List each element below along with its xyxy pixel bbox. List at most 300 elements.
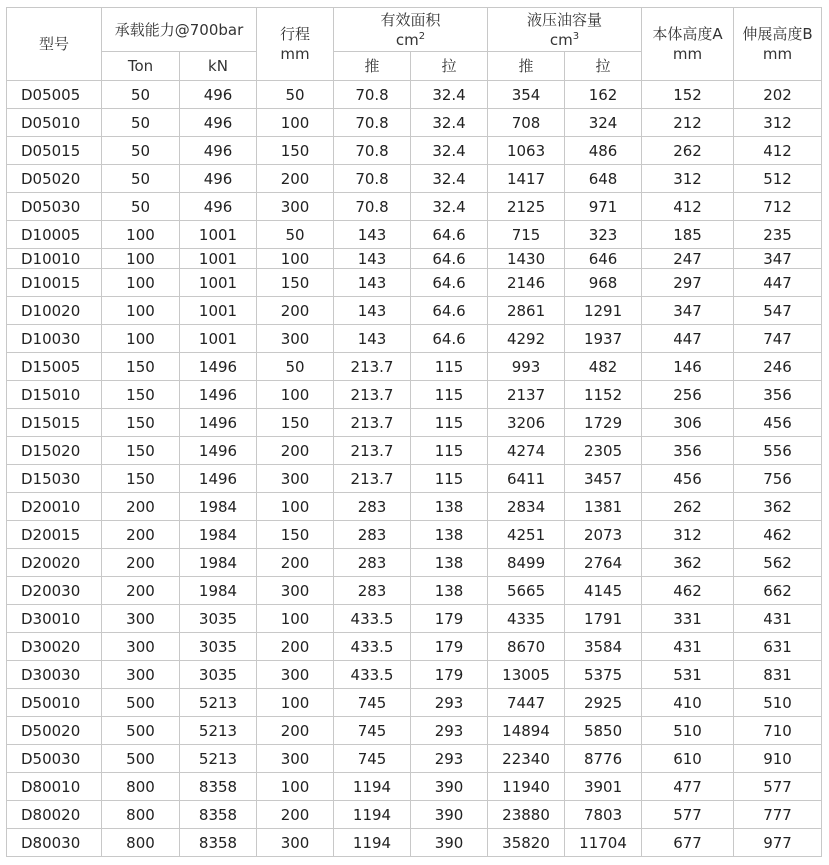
cell-area-pull: 179 [411,605,488,633]
cell-oil-pull: 482 [565,353,642,381]
cell-oil-pull: 2073 [565,521,642,549]
cell-ton: 200 [102,493,180,521]
cell-body-height: 262 [642,493,734,521]
header-capacity: 承载能力@700bar [102,8,257,52]
cell-area-push: 433.5 [334,633,411,661]
cell-body-height: 212 [642,109,734,137]
cell-oil-push: 354 [488,81,565,109]
cell-stroke: 100 [257,773,334,801]
cell-oil-pull: 2305 [565,437,642,465]
cell-ton: 300 [102,661,180,689]
cell-oil-push: 3206 [488,409,565,437]
cell-area-push: 433.5 [334,605,411,633]
cell-body-height: 677 [642,829,734,857]
table-row [7,409,822,437]
cell-model: D15020 [7,437,102,465]
cell-kn: 1496 [180,465,257,493]
cell-area-push: 143 [334,249,411,269]
cell-oil-push: 4292 [488,325,565,353]
cell-ton: 150 [102,353,180,381]
cell-ext-height: 312 [734,109,822,137]
cell-area-push: 1194 [334,773,411,801]
cell-kn: 5213 [180,717,257,745]
cell-oil-pull: 1291 [565,297,642,325]
cell-body-height: 610 [642,745,734,773]
table-row [7,633,822,661]
cell-body-height: 312 [642,165,734,193]
cell-ext-height: 547 [734,297,822,325]
cell-area-pull: 293 [411,717,488,745]
cell-kn: 1984 [180,577,257,605]
cell-model: D20020 [7,549,102,577]
cell-area-pull: 32.4 [411,165,488,193]
cell-model: D15015 [7,409,102,437]
table-row [7,493,822,521]
cell-oil-pull: 1729 [565,409,642,437]
header-pull: 拉 [411,52,488,81]
header-area [334,8,488,52]
cell-model: D20015 [7,521,102,549]
cell-area-push: 283 [334,549,411,577]
table-row [7,549,822,577]
cell-kn: 1984 [180,493,257,521]
cell-area-push: 70.8 [334,137,411,165]
cell-ton: 150 [102,381,180,409]
cell-area-pull: 293 [411,745,488,773]
cell-area-push: 745 [334,745,411,773]
header-stroke-unit: mm [280,45,310,63]
cell-ton: 200 [102,549,180,577]
cell-oil-pull: 3584 [565,633,642,661]
cell-stroke: 300 [257,325,334,353]
table-row [7,381,822,409]
cell-oil-pull: 968 [565,269,642,297]
cell-ext-height: 412 [734,137,822,165]
cell-model: D80030 [7,829,102,857]
cell-kn: 1984 [180,549,257,577]
cell-ton: 100 [102,249,180,269]
cell-oil-push: 2834 [488,493,565,521]
cell-oil-pull: 11704 [565,829,642,857]
cell-oil-push: 4251 [488,521,565,549]
cell-area-pull: 390 [411,801,488,829]
cell-stroke: 200 [257,437,334,465]
table-row [7,269,822,297]
cell-ext-height: 631 [734,633,822,661]
cell-kn: 8358 [180,773,257,801]
cell-ton: 100 [102,269,180,297]
cell-oil-pull: 1937 [565,325,642,353]
cell-area-pull: 293 [411,689,488,717]
cell-area-pull: 32.4 [411,109,488,137]
cell-oil-push: 708 [488,109,565,137]
cell-kn: 496 [180,109,257,137]
header-body-height-unit: mm [672,45,703,63]
cell-ton: 50 [102,165,180,193]
header-area-label: 有效面积 [380,10,441,29]
header-area-unit-exp: 2 [418,30,426,42]
cell-body-height: 577 [642,801,734,829]
table-body [7,81,822,857]
cell-stroke: 100 [257,689,334,717]
cell-model: D15005 [7,353,102,381]
cell-ton: 150 [102,409,180,437]
cell-kn: 1496 [180,437,257,465]
header-oil-unit-exp: 3 [572,30,580,42]
cell-ext-height: 235 [734,221,822,249]
cell-area-pull: 64.6 [411,249,488,269]
table-row [7,773,822,801]
cell-kn: 1001 [180,249,257,269]
cell-area-push: 745 [334,717,411,745]
cell-model: D10005 [7,221,102,249]
cell-kn: 496 [180,137,257,165]
cell-body-height: 347 [642,297,734,325]
cell-ext-height: 556 [734,437,822,465]
header-body-height [642,8,734,81]
cell-oil-pull: 324 [565,109,642,137]
cell-area-pull: 179 [411,633,488,661]
cell-body-height: 247 [642,249,734,269]
table-row [7,297,822,325]
cell-stroke: 300 [257,465,334,493]
cell-model: D30020 [7,633,102,661]
cell-ton: 100 [102,297,180,325]
table-row [7,689,822,717]
header-body-height-label: 本体高度A [652,25,723,43]
cell-model: D05030 [7,193,102,221]
spec-table [6,7,822,857]
cell-ton: 200 [102,577,180,605]
cell-kn: 8358 [180,829,257,857]
cell-ext-height: 910 [734,745,822,773]
cell-kn: 496 [180,81,257,109]
cell-stroke: 150 [257,137,334,165]
cell-area-push: 213.7 [334,353,411,381]
table-row [7,717,822,745]
cell-stroke: 150 [257,521,334,549]
cell-body-height: 362 [642,549,734,577]
header-pull-oil: 拉 [565,52,642,81]
header-stroke [257,8,334,81]
table-row [7,325,822,353]
cell-stroke: 300 [257,577,334,605]
cell-area-pull: 115 [411,353,488,381]
cell-ton: 800 [102,801,180,829]
cell-oil-push: 2861 [488,297,565,325]
cell-stroke: 300 [257,745,334,773]
cell-area-push: 1194 [334,829,411,857]
cell-model: D10010 [7,249,102,269]
cell-stroke: 100 [257,249,334,269]
cell-kn: 496 [180,193,257,221]
cell-area-pull: 115 [411,409,488,437]
cell-body-height: 297 [642,269,734,297]
cell-ext-height: 510 [734,689,822,717]
cell-body-height: 356 [642,437,734,465]
cell-oil-push: 5665 [488,577,565,605]
cell-model: D20010 [7,493,102,521]
cell-oil-pull: 5375 [565,661,642,689]
cell-ext-height: 456 [734,409,822,437]
cell-area-pull: 115 [411,381,488,409]
cell-oil-pull: 4145 [565,577,642,605]
cell-kn: 1001 [180,221,257,249]
header-area-unit [334,30,487,50]
cell-body-height: 256 [642,381,734,409]
header-oil-unit-base: cm [549,30,573,49]
cell-stroke: 100 [257,109,334,137]
cell-body-height: 410 [642,689,734,717]
cell-area-push: 143 [334,325,411,353]
cell-kn: 5213 [180,745,257,773]
cell-stroke: 50 [257,221,334,249]
header-kn: kN [180,52,257,81]
cell-oil-push: 14894 [488,717,565,745]
cell-area-push: 143 [334,221,411,249]
cell-oil-push: 1430 [488,249,565,269]
cell-ton: 800 [102,829,180,857]
cell-area-push: 283 [334,577,411,605]
table-row [7,829,822,857]
cell-oil-push: 6411 [488,465,565,493]
cell-stroke: 200 [257,549,334,577]
cell-area-pull: 64.6 [411,297,488,325]
cell-body-height: 456 [642,465,734,493]
cell-body-height: 510 [642,717,734,745]
cell-ext-height: 356 [734,381,822,409]
cell-body-height: 477 [642,773,734,801]
cell-stroke: 150 [257,409,334,437]
header-oil-unit [488,30,641,50]
table-row [7,661,822,689]
cell-area-pull: 32.4 [411,137,488,165]
cell-stroke: 50 [257,81,334,109]
cell-oil-push: 7447 [488,689,565,717]
cell-kn: 5213 [180,689,257,717]
cell-ton: 500 [102,717,180,745]
cell-model: D80010 [7,773,102,801]
cell-oil-push: 2137 [488,381,565,409]
cell-oil-pull: 646 [565,249,642,269]
cell-model: D20030 [7,577,102,605]
cell-ext-height: 202 [734,81,822,109]
cell-stroke: 50 [257,353,334,381]
cell-model: D15010 [7,381,102,409]
cell-kn: 3035 [180,633,257,661]
table-row [7,249,822,269]
cell-ext-height: 777 [734,801,822,829]
cell-area-push: 143 [334,297,411,325]
cell-area-push: 70.8 [334,81,411,109]
cell-area-push: 70.8 [334,193,411,221]
cell-model: D10015 [7,269,102,297]
cell-oil-pull: 1152 [565,381,642,409]
cell-stroke: 100 [257,381,334,409]
table-row [7,81,822,109]
cell-area-push: 213.7 [334,381,411,409]
table-row [7,745,822,773]
cell-ton: 800 [102,773,180,801]
header-ton: Ton [102,52,180,81]
cell-body-height: 412 [642,193,734,221]
cell-area-pull: 64.6 [411,269,488,297]
cell-model: D10030 [7,325,102,353]
cell-ext-height: 562 [734,549,822,577]
cell-area-push: 70.8 [334,109,411,137]
cell-area-pull: 64.6 [411,325,488,353]
table-row [7,577,822,605]
cell-area-push: 433.5 [334,661,411,689]
cell-stroke: 300 [257,829,334,857]
cell-ton: 300 [102,605,180,633]
cell-area-pull: 390 [411,773,488,801]
cell-area-pull: 138 [411,493,488,521]
cell-ext-height: 747 [734,325,822,353]
cell-stroke: 100 [257,493,334,521]
cell-kn: 1496 [180,353,257,381]
header-push-oil: 推 [488,52,565,81]
cell-ton: 200 [102,521,180,549]
cell-area-pull: 32.4 [411,193,488,221]
cell-body-height: 431 [642,633,734,661]
cell-stroke: 150 [257,269,334,297]
cell-oil-push: 4335 [488,605,565,633]
cell-stroke: 200 [257,297,334,325]
table-row [7,137,822,165]
header-area-unit-base: cm [395,30,419,49]
cell-ext-height: 712 [734,193,822,221]
cell-area-pull: 115 [411,437,488,465]
table-row [7,221,822,249]
cell-body-height: 262 [642,137,734,165]
cell-body-height: 146 [642,353,734,381]
cell-body-height: 447 [642,325,734,353]
cell-oil-pull: 1381 [565,493,642,521]
cell-oil-pull: 5850 [565,717,642,745]
cell-area-push: 213.7 [334,409,411,437]
header-ext-height-unit: mm [762,45,793,63]
cell-oil-push: 23880 [488,801,565,829]
header-stroke-label: 行程 [280,25,311,43]
cell-ext-height: 977 [734,829,822,857]
cell-model: D15030 [7,465,102,493]
cell-kn: 1001 [180,325,257,353]
cell-body-height: 331 [642,605,734,633]
cell-ext-height: 710 [734,717,822,745]
cell-area-push: 213.7 [334,437,411,465]
cell-area-pull: 115 [411,465,488,493]
cell-ton: 500 [102,745,180,773]
cell-ton: 150 [102,465,180,493]
cell-kn: 1001 [180,297,257,325]
cell-area-pull: 64.6 [411,221,488,249]
cell-model: D50020 [7,717,102,745]
cell-ext-height: 831 [734,661,822,689]
table-row [7,605,822,633]
header-oil [488,8,642,52]
cell-stroke: 100 [257,605,334,633]
cell-oil-push: 11940 [488,773,565,801]
cell-kn: 3035 [180,661,257,689]
cell-oil-push: 715 [488,221,565,249]
cell-area-pull: 138 [411,577,488,605]
cell-area-push: 283 [334,493,411,521]
cell-stroke: 200 [257,801,334,829]
cell-kn: 1984 [180,521,257,549]
cell-model: D05005 [7,81,102,109]
cell-oil-push: 2125 [488,193,565,221]
cell-oil-pull: 1791 [565,605,642,633]
cell-oil-pull: 3457 [565,465,642,493]
cell-oil-push: 2146 [488,269,565,297]
cell-area-push: 1194 [334,801,411,829]
cell-model: D30030 [7,661,102,689]
cell-model: D50010 [7,689,102,717]
cell-ext-height: 447 [734,269,822,297]
cell-model: D05010 [7,109,102,137]
cell-oil-pull: 2764 [565,549,642,577]
cell-oil-pull: 2925 [565,689,642,717]
cell-body-height: 306 [642,409,734,437]
cell-oil-pull: 162 [565,81,642,109]
cell-ton: 50 [102,137,180,165]
cell-model: D05015 [7,137,102,165]
cell-oil-push: 13005 [488,661,565,689]
table-row [7,521,822,549]
header-model: 型号 [7,8,102,81]
cell-kn: 496 [180,165,257,193]
cell-kn: 3035 [180,605,257,633]
cell-oil-push: 993 [488,353,565,381]
cell-ext-height: 512 [734,165,822,193]
cell-kn: 1496 [180,381,257,409]
cell-oil-push: 35820 [488,829,565,857]
cell-oil-pull: 323 [565,221,642,249]
cell-ton: 50 [102,81,180,109]
cell-oil-pull: 486 [565,137,642,165]
cell-stroke: 300 [257,661,334,689]
cell-body-height: 462 [642,577,734,605]
cell-area-pull: 32.4 [411,81,488,109]
cell-oil-push: 1063 [488,137,565,165]
header-ext-height [734,8,822,81]
cell-model: D05020 [7,165,102,193]
cell-stroke: 200 [257,717,334,745]
cell-stroke: 200 [257,633,334,661]
cell-ext-height: 431 [734,605,822,633]
cell-oil-push: 4274 [488,437,565,465]
cell-ton: 50 [102,193,180,221]
cell-oil-push: 22340 [488,745,565,773]
cell-ext-height: 577 [734,773,822,801]
cell-ton: 100 [102,325,180,353]
cell-ton: 50 [102,109,180,137]
cell-ext-height: 662 [734,577,822,605]
cell-ext-height: 462 [734,521,822,549]
table-row [7,165,822,193]
cell-area-push: 745 [334,689,411,717]
cell-oil-push: 8499 [488,549,565,577]
cell-ton: 500 [102,689,180,717]
cell-oil-push: 8670 [488,633,565,661]
cell-model: D10020 [7,297,102,325]
cell-area-pull: 179 [411,661,488,689]
cell-ton: 150 [102,437,180,465]
cell-oil-pull: 971 [565,193,642,221]
cell-oil-pull: 7803 [565,801,642,829]
cell-kn: 1001 [180,269,257,297]
